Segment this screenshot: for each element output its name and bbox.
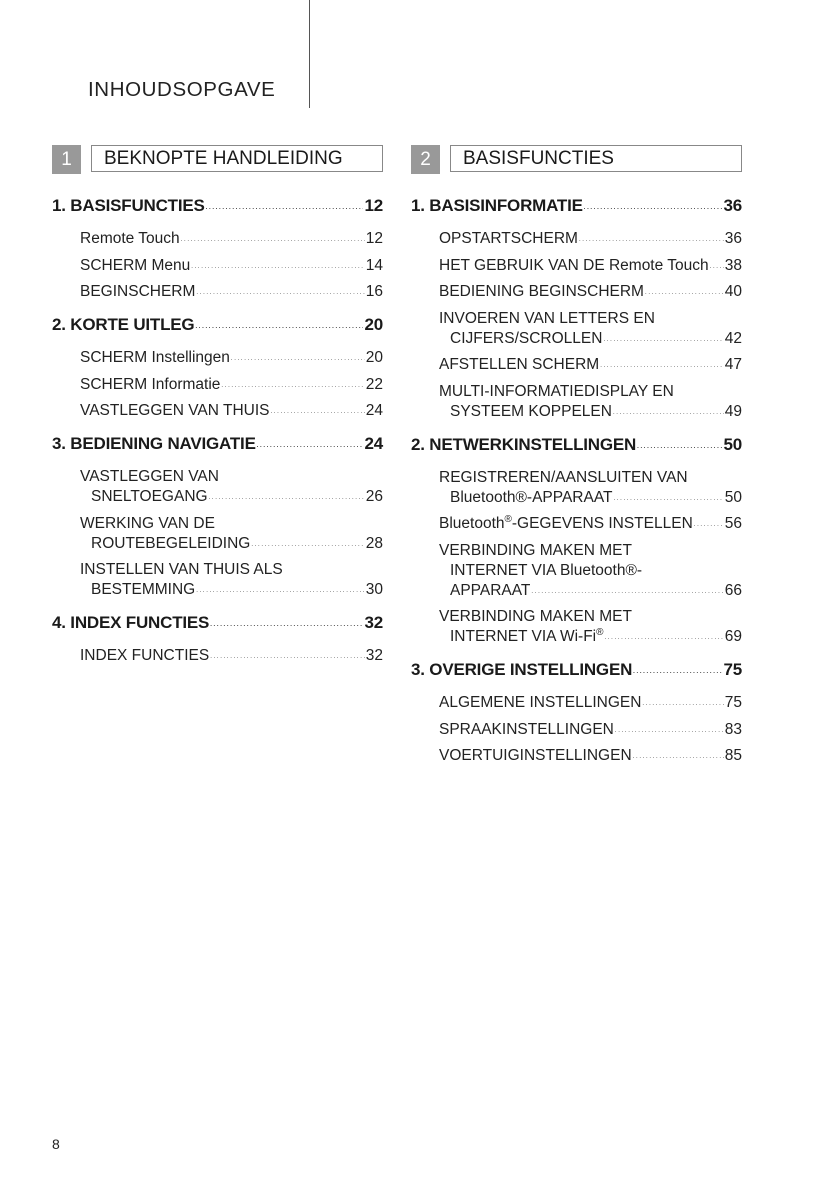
toc-item[interactable]: INVOEREN VAN LETTERS EN CIJFERS/SCROLLEN . . . 42: [439, 309, 742, 352]
toc-item[interactable]: REGISTREREN/AANSLUITEN VAN Bluetooth®-APPARAAT . . . 50: [439, 468, 742, 511]
header-divider-line: [309, 0, 310, 108]
toc-page-number: 12: [364, 196, 383, 215]
chapter-1-column: [52, 145, 383, 678]
toc-item[interactable]: Remote Touch . . . 12: [80, 229, 383, 252]
toc-section[interactable]: 2. KORTE UITLEG . . . 20: [52, 314, 383, 340]
toc-item[interactable]: AFSTELLEN SCHERM . . . 47: [439, 355, 742, 378]
chapter-title[interactable]: BEKNOPTE HANDLEIDING: [91, 145, 383, 172]
toc-item[interactable]: BEDIENING BEGINSCHERM . . . 40: [439, 282, 742, 305]
toc-section[interactable]: 1. BASISINFORMATIE . . . 36: [411, 195, 742, 221]
toc-item[interactable]: SCHERM Instellingen . . . 20: [80, 348, 383, 371]
toc-section-title: 1. BASISFUNCTIES: [52, 196, 205, 215]
page-number: 8: [52, 1136, 60, 1152]
toc-section[interactable]: [52, 195, 383, 221]
toc-item[interactable]: SPRAAKINSTELLINGEN . . . 83: [439, 720, 742, 743]
chapter-2-column: [411, 145, 742, 778]
toc-item[interactable]: WERKING VAN DE ROUTEBEGELEIDING . . . 28: [80, 514, 383, 557]
chapter-2-header: [411, 145, 742, 174]
toc-item[interactable]: VASTLEGGEN VAN SNELTOEGANG . . . 26: [80, 467, 383, 510]
toc-section[interactable]: 4. INDEX FUNCTIES . . . 32: [52, 612, 383, 638]
toc-section[interactable]: 2. NETWERKINSTELLINGEN . . . 50: [411, 434, 742, 460]
toc-item[interactable]: SCHERM Menu . . . 14: [80, 256, 383, 279]
page-title: INHOUDSOPGAVE: [88, 78, 276, 101]
toc-item[interactable]: VOERTUIGINSTELLINGEN . . . 85: [439, 746, 742, 769]
toc-item[interactable]: HET GEBRUIK VAN DE Remote Touch . . . 38: [439, 256, 742, 279]
chapter-1-header: [52, 145, 383, 174]
toc-item[interactable]: VERBINDING MAKEN MET INTERNET VIA Wi-Fi® . . . 69: [439, 607, 742, 650]
toc-item[interactable]: Bluetooth®-GEGEVENS INSTELLEN . . . 56: [439, 514, 742, 537]
chapter-number-badge: 2: [411, 145, 440, 174]
chapter-number-badge: 1: [52, 145, 81, 174]
toc-item[interactable]: ALGEMENE INSTELLINGEN . . . 75: [439, 693, 742, 716]
chapter-title[interactable]: BASISFUNCTIES: [450, 145, 742, 172]
toc-section[interactable]: 3. OVERIGE INSTELLINGEN . . . 75: [411, 659, 742, 685]
toc-item[interactable]: SCHERM Informatie . . . 22: [80, 375, 383, 398]
toc-section[interactable]: 3. BEDIENING NAVIGATIE . . . 24: [52, 433, 383, 459]
toc-item[interactable]: INDEX FUNCTIES . . . 32: [80, 646, 383, 669]
toc-item[interactable]: OPSTARTSCHERM . . . 36: [439, 229, 742, 252]
toc-item[interactable]: MULTI-INFORMATIEDISPLAY EN SYSTEEM KOPPELEN . . . 49: [439, 382, 742, 425]
toc-item[interactable]: VASTLEGGEN VAN THUIS . . . 24: [80, 401, 383, 424]
toc-item[interactable]: INSTELLEN VAN THUIS ALS BESTEMMING . . . 30: [80, 560, 383, 603]
toc-item[interactable]: BEGINSCHERM . . . 16: [80, 282, 383, 305]
toc-item[interactable]: VERBINDING MAKEN MET INTERNET VIA Bluetooth®- APPARAAT . . . 66: [439, 541, 742, 604]
